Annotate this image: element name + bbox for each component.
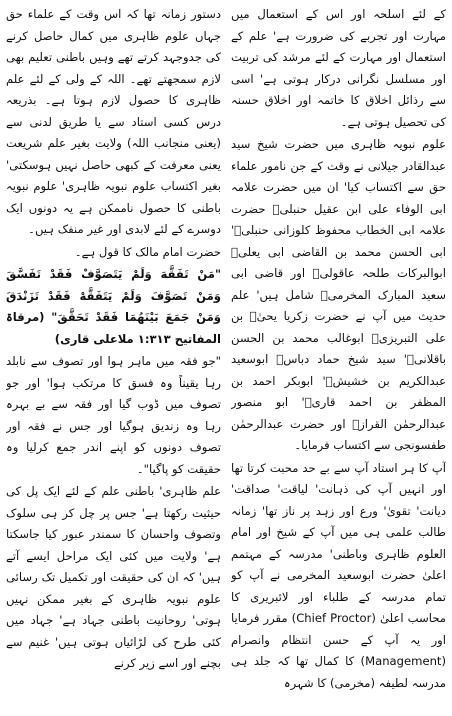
left-column [231, 4, 446, 714]
left-paragraph-2: علوم نبویہ ظاہری میں حضرت شیخ سید عبدالقادر جیلانی نے وقت کے جن نامور علماء حق سے اکتساب کیا' ان میں حضرت علامہ ابی الوفاء علی ابن عقیل حنبلیؒ حضرت علامہ ابی الخطاب محفوظ کلوزانی حنبلیؒ' ابی الحسن محمد بن القاضی ابی یعلیؒ ابوالبرکات طلحہ عاقولیؒ اور قاضی ابی سعید المبارک المخرمیؒ شامل ہیں' علم حدیث میں آپ نے حضرت زکریا یحیٰؒ بن علی التبریزیؒ ابوغالب محمد بن الحسن باقلانیؒ' سید شیخ حماد دباسؒ ابوسعید عبدالکریم بن خشیشؒ' ابوبکر احمد بن المظفر بن احمد قاریؒ' ابو منصور عبدالرحمٰن القرازؒ اور حضرت عبدالرحمٰن طفسونجی سے اکتساب فرمایا۔ [231, 137, 446, 452]
quote-translation: "جو فقہ میں ماہر ہوا اور تصوف سے نابلد رہا یقیناً وہ فسق کا مرتکب ہوا' اور جو تصوف میں ڈوب گیا اور فقہ سے بے بہرہ رہا وہ زندیق ہوگیا اور جس نے فقہ اور تصوف دونوں کو اپنے اندر جمع کرلیا وہ حقیقت کو پاگیا"۔ [6, 354, 221, 476]
arabic-quote: "مَنْ تَفَقَّهَ وَلَمْ يَتَصَوَّفْ فَقَدْ تَفَسَّقَ وَمَنْ تَصَوَّفَ وَلَمْ يَتَفَقَّهْ فَقَدْ تَزَنْدَقَ وَمَنْ جَمَعَ بَيْنَهُمَا فَقَدْ تَحَقَّقَ" (مرقاۃ المفاتیح ۱:۳۱۳ ملاعلی قاری) [6, 267, 221, 346]
right-paragraph-5: علم ظاہری' باطنی علم کے لئے ایک پل کی حیثیت رکھتا ہے' جس پر چل کر ہی سلوک وتصوف واحسان کا سمندر عبور کیا جاسکتا ہے' ولایت میں کئی ایک مراحل ایسے آتے ہیں' کہ ان کی حقیقت اور تکمیل تک رسائی علوم نبویہ ظاہری کے بغیر ممکن نہیں ہوتی' روحانیت باطنی جہاد ہے' جہاد میں کئی طرح کی لڑائیاں ہوتی ہیں' غنیم سے بچنے اور اسے زیر کرنے [6, 484, 221, 670]
right-paragraph-1: دستور زمانہ تھا کہ اس وقت کے علماء حق جہاں علوم ظاہری میں کمال حاصل کرنے کی جدوجہد کرتے تھے وہیں باطنی تعلیم بھی لازم سمجھتے تھے۔ اللہ کے ولی کے لئے علم ظاہری کا حصول لازم ہوتا ہے۔ بذریعہ درس کسی استاد سے یا طریق لدنی سے (یعنی منجانب اللہ) ولایت بغیر علم شریعت یعنی معرفت کے کبھی حاصل نہیں ہوسکتی' بغیر اکتساب علوم نبویہ ظاہری' علوم نبویہ باطنی کا حصول ناممکن ہے یہ دونوں ایک دوسرے کے لئے لابدی اور غیر منفک ہیں۔ [6, 7, 221, 236]
right-paragraph-2: حضرت امام مالک کا قول ہے۔ [74, 244, 221, 259]
right-column [6, 4, 221, 714]
left-paragraph-1: کے لئے اسلحہ اور اس کے استعمال میں مہارت اور تجربے کی ضرورت ہے' علم کے استعمال اور مہارت کے لئے مرشد کی تربیت اور مسلسل نگرانی درکار ہوتی ہے' اسی سے رذائل اخلاق کا خاتمہ اور اخلاق حسنہ کی تحصیل ہوتی ہے۔ [231, 7, 446, 129]
left-paragraph-3: آپ کا ہر استاد آپ سے بے حد محبت کرتا تھا اور انہیں آپ کی ذہانت' لیاقت' صداقت' دیانت' تقویٰ' ورع اور زہد پر ناز تھا' زمانہ طالب علمی ہی میں آپ کے شیخ اور امام العلوم ظاہری وباطنی' مدرسہ کے مہتمم اعلیٰ حضرت ابوسعید المخرمی نے آپ کو تمام مدرسہ کے طلباء اور لائبریری کا محاسب اعلیٰ (Chief Proctor) مقرر فرمایا اور یہ آپ کے حسن انتظام وانصرام (Management) کا کمال تھا کہ جلد ہی مدرسہ لطیفہ (مخرمی) کا شہرہ [231, 460, 446, 690]
